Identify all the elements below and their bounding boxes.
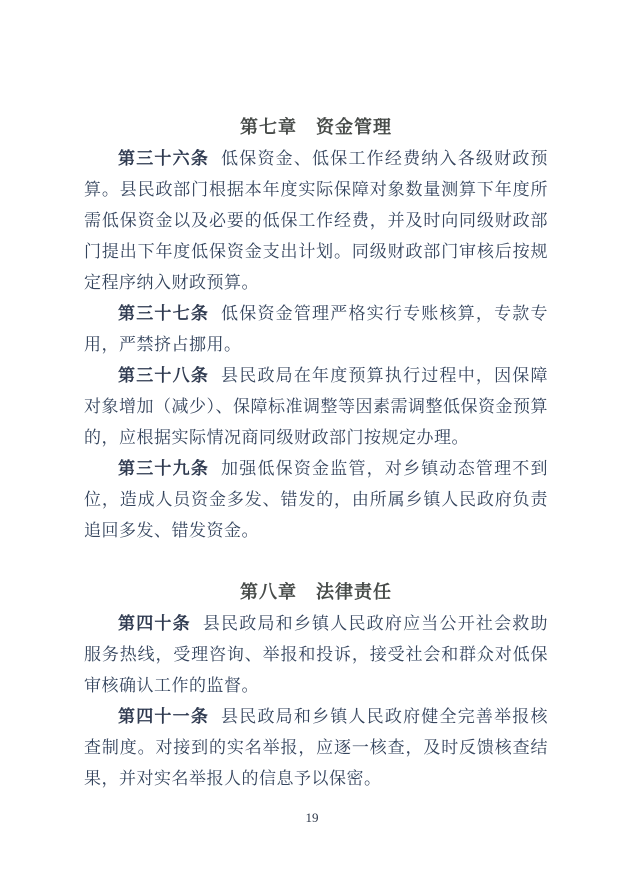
chapter-title: 第八章 法律责任 xyxy=(240,582,392,602)
document-body xyxy=(84,112,548,794)
article-paragraph xyxy=(84,701,548,794)
article-text: 加强低保资金监管，对乡镇动态管理不到位，造成人员资金多发、错发的，由所属乡镇人民政府负责追回多发、错发资金。 xyxy=(84,459,549,540)
article-paragraph xyxy=(84,608,548,701)
article-text: 县民政局在年度预算执行过程中，因保障对象增加（减少）、保障标准调整等因素需调整低保资金预算的，应根据实际情况商同级财政部门按规定办理。 xyxy=(84,366,549,447)
chapter-title: 第七章 资金管理 xyxy=(240,117,392,137)
article-number: 第四十条 xyxy=(118,614,191,633)
article-text: 低保资金管理严格实行专账核算，专款专用，严禁挤占挪用。 xyxy=(84,304,549,354)
article-paragraph xyxy=(84,453,548,546)
article-text: 县民政局和乡镇人民政府应当公开社会救助服务热线，受理咨询、举报和投诉，接受社会和群众对低保审核确认工作的监督。 xyxy=(84,614,549,695)
chapter xyxy=(84,577,548,794)
article-number: 第三十九条 xyxy=(118,459,210,478)
chapter xyxy=(84,112,548,546)
article-number: 第三十七条 xyxy=(118,304,210,323)
page-number: 19 xyxy=(305,810,319,825)
article-paragraph xyxy=(84,360,548,453)
article-paragraph xyxy=(84,298,548,360)
article-number: 第四十一条 xyxy=(118,707,210,726)
article-number: 第三十六条 xyxy=(118,149,210,168)
article-paragraph xyxy=(84,143,548,298)
article-text: 县民政局和乡镇人民政府健全完善举报核查制度。对接到的实名举报，应逐一核查，及时反馈核查结果，并对实名举报人的信息予以保密。 xyxy=(84,707,549,788)
article-number: 第三十八条 xyxy=(118,366,210,385)
article-text: 低保资金、低保工作经费纳入各级财政预算。县民政部门根据本年度实际保障对象数量测算下年度所需低保资金以及必要的低保工作经费，并及时向同级财政部门提出下年度低保资金支出计划。同级财政部门审核后按规定程序纳入财政预算。 xyxy=(84,149,549,292)
